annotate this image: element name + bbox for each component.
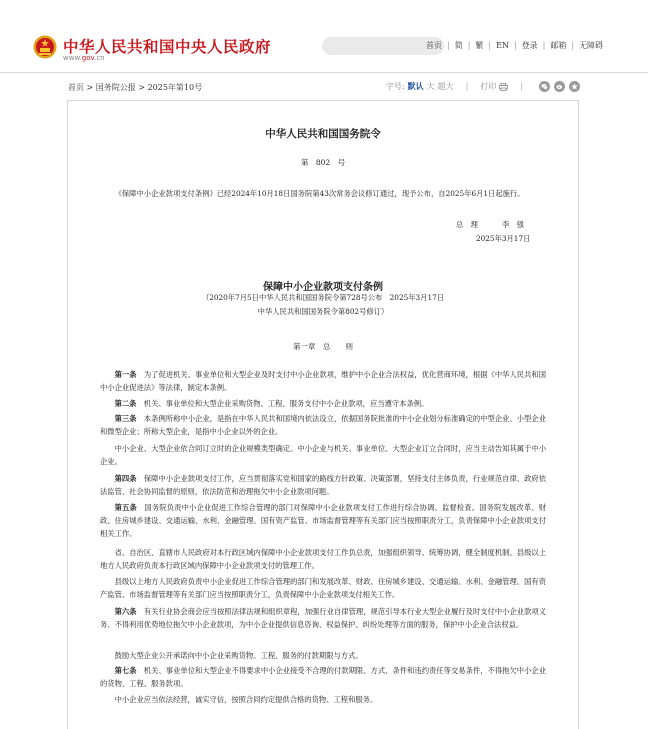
nav-separator: |	[542, 41, 546, 50]
site-url-gov: gov	[81, 54, 95, 62]
article-paragraph	[100, 694, 546, 707]
national-emblem-icon[interactable]	[33, 35, 57, 59]
order-number: 第 802 号	[300, 158, 346, 167]
article-lead: 第七条	[114, 666, 137, 675]
toolbar-separator: |	[520, 82, 523, 91]
article-lead: 第一条	[114, 370, 137, 379]
site-url-prefix: www.	[63, 54, 82, 62]
wechat-share-icon[interactable]	[539, 81, 550, 92]
font-size-label: 字号:	[385, 82, 405, 91]
toolbar-separator: |	[465, 82, 469, 91]
article-paragraph	[100, 650, 546, 663]
nav-separator: |	[467, 41, 471, 50]
font-size-large[interactable]: 大	[426, 82, 435, 91]
article-lead: 第五条	[114, 503, 137, 512]
article-paragraph	[100, 369, 546, 395]
article-paragraph	[100, 443, 546, 469]
nav-traditional[interactable]: 繁	[475, 41, 484, 50]
article-text: 机关、事业单位和大型企业不得要求中小企业接受不合理的付款期限、方式、条件和违约责任等交易条件，不得拖欠中小企业的货物、工程、服务款项。	[100, 666, 546, 688]
nav-separator: |	[513, 41, 517, 50]
article-text: 中小企业应当依法经营，诚实守信，按照合同约定提供合格的货物、工程和服务。	[114, 695, 378, 704]
breadcrumb-row	[68, 82, 580, 98]
order-body: 《保障中小企业款项支付条例》已经2024年10月18日国务院第43次常务会议修订通过，现予公布，自2025年6月1日起施行。	[114, 189, 525, 198]
article-paragraph	[100, 502, 546, 540]
article-lead: 第四条	[114, 474, 137, 483]
article-paragraph	[100, 398, 546, 411]
nav-login[interactable]: 登录	[521, 41, 538, 50]
article-lead: 第三条	[114, 414, 137, 423]
article-text: 中小企业、大型企业依合同订立时的企业规模类型确定。中小企业与机关、事业单位、大型企业订立合同时，应当主动告知其属于中小企业。	[100, 444, 546, 466]
print-label[interactable]: 打印	[480, 82, 497, 91]
nav-separator: |	[488, 41, 492, 50]
site-url	[63, 54, 105, 62]
article-text: 县级以上地方人民政府负责中小企业促进工作综合管理的部门和发展改革、财政、住房城乡建设、交通运输、水利、金融管理、国有资产监管、市场监督管理等有关部门应当按照职责分工，负责保障中小企业款项支付相关工作。	[100, 577, 546, 599]
article-lead: 第二条	[114, 399, 137, 408]
article-text: 有关行业协会商会应当按照法律法规和组织章程，加强行业自律管理，规范引导本行业大型企业履行及时支付中小企业款项义务、不得利用优势地位拖欠中小企业款项，为中小企业提供信息咨询、权益保护、纠纷处理等方面的服务，保护中小企业合法权益。	[100, 607, 546, 629]
article-paragraph	[100, 576, 546, 602]
font-size-xlarge[interactable]: 超大	[437, 82, 454, 91]
nav-home[interactable]: 首页	[426, 41, 442, 50]
regulation-title: 保障中小企业款项支付条例	[263, 282, 383, 293]
chapter-heading: 第一章 总 则	[293, 342, 353, 351]
order-title: 中华人民共和国国务院令	[265, 128, 381, 140]
article-text: 国务院负责中小企业促进工作综合管理的部门对保障中小企业款项支付工作进行综合协调、监督检查。国务院发展改革、财政、住房城乡建设、交通运输、水利、金融管理、国有资产监管、市场监督管理等有关部门应当按照职责分工，负责保障中小企业款项支付相关工作。	[100, 503, 547, 538]
article-text: 本条例所称中小企业，是指在中华人民共和国境内依法设立，依据国务院批准的中小企业划分标准确定的中型企业、小型企业和微型企业；所称大型企业，是指中小企业以外的企业。	[100, 414, 546, 436]
article-lead: 第六条	[114, 607, 137, 616]
font-size-default[interactable]: 默认	[407, 81, 424, 91]
printer-icon[interactable]	[499, 83, 508, 91]
article-paragraph	[100, 473, 546, 499]
regulation-subtitle-2: 中华人民共和国国务院令第802号修订）	[257, 307, 389, 316]
qzone-share-icon[interactable]	[569, 81, 580, 92]
article-text: 保障中小企业款项支付工作，应当贯彻落实党和国家的路线方针政策、决策部署，坚持支付主体负责，行业规范自律、政府依法监管、社会协同监督的原则，依法防范和治理拖欠中小企业款项问题。	[100, 474, 546, 496]
weibo-share-icon[interactable]	[554, 81, 565, 92]
article-text: 为了促进机关、事业单位和大型企业及时支付中小企业款项，维护中小企业合法权益，优化营商环境，根据《中华人民共和国中小企业促进法》等法律，制定本条例。	[100, 370, 546, 392]
site-url-suffix: .cn	[94, 54, 105, 62]
signer-name: 李 强	[502, 220, 524, 229]
site-title[interactable]: 中华人民共和国中央人民政府	[63, 38, 272, 56]
signer-title: 总 理	[456, 220, 478, 229]
header-divider	[0, 72, 648, 73]
nav-mail[interactable]: 邮箱	[550, 41, 567, 50]
document-body	[67, 100, 579, 729]
regulation-subtitle-1: （2020年7月5日中华人民共和国国务院令第728号公布 2025年3月17日	[201, 293, 445, 302]
reading-toolbar	[386, 81, 580, 92]
nav-separator: |	[447, 41, 450, 50]
breadcrumb[interactable]: 首页 > 国务院公报 > 2025年第10号	[68, 83, 203, 92]
nav-english[interactable]: EN	[496, 41, 509, 50]
article-paragraph	[100, 547, 546, 573]
article-text: 机关、事业单位和大型企业采购货物、工程、服务支付中小企业款项，应当遵守本条例。	[143, 399, 429, 408]
article-text: 鼓励大型企业公开承诺向中小企业采购货物、工程、服务的付款期限与方式。	[114, 651, 363, 660]
site-header	[0, 0, 648, 72]
article-text: 省、自治区、直辖市人民政府对本行政区域内保障中小企业款项支付工作负总责，加强组织领导、统筹协调，健全制度机制。县级以上地方人民政府负责本行政区域内保障中小企业款项支付的管理工作。	[100, 548, 546, 570]
nav-separator: |	[571, 41, 575, 50]
nav-accessibility[interactable]: 无障碍	[579, 41, 604, 50]
article-paragraph	[100, 413, 546, 439]
article-paragraph	[100, 665, 546, 691]
top-nav	[426, 40, 603, 51]
order-date: 2025年3月17日	[476, 234, 531, 243]
nav-simplified[interactable]: 简	[454, 41, 463, 50]
article-paragraph	[100, 606, 546, 632]
